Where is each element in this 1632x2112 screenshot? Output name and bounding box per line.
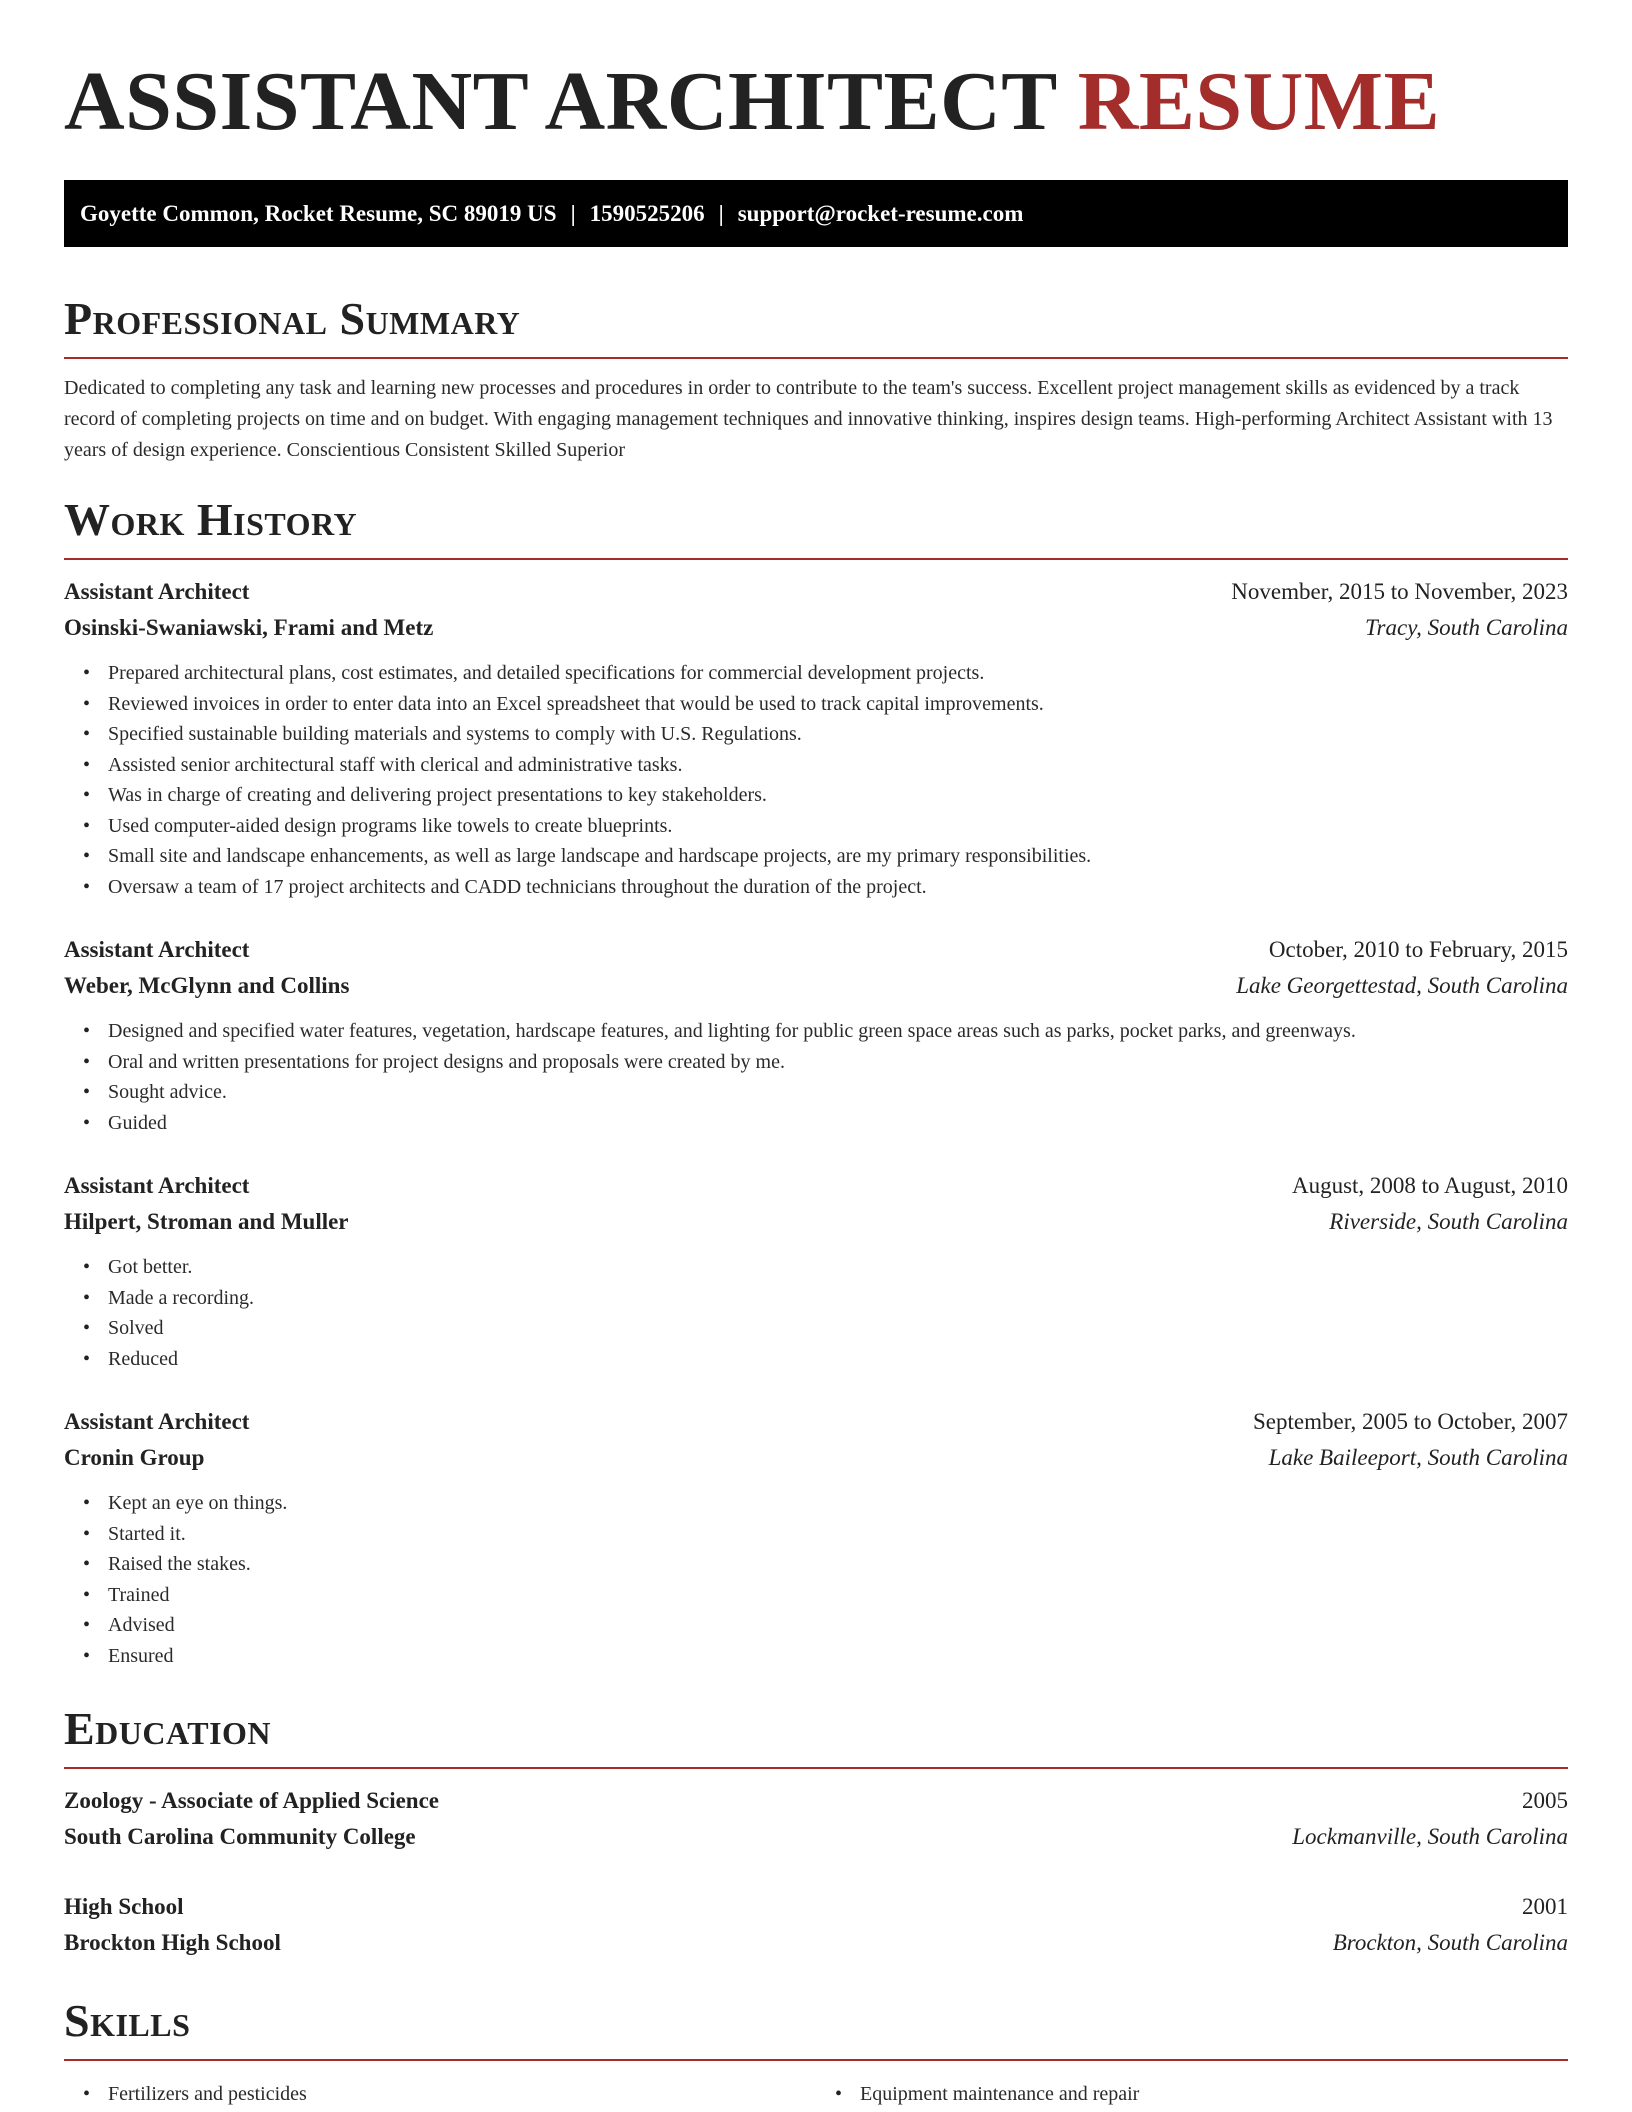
skills-grid xyxy=(64,2075,1568,2110)
job-bullets xyxy=(64,658,1568,902)
title-main: ASSISTANT ARCHITECT xyxy=(64,55,1057,148)
list-item: • Prepared architectural plans, cost estimates, and detailed specifications for commercial development projects. xyxy=(108,658,1568,689)
job-dates: September, 2005 to October, 2007 xyxy=(1253,1409,1568,1434)
contact-email: support@rocket-resume.com xyxy=(737,200,1024,226)
title-accent: RESUME xyxy=(1077,55,1441,148)
job-title: Assistant Architect xyxy=(64,937,250,962)
list-item: • Got better. xyxy=(108,1252,1568,1283)
section-divider xyxy=(64,357,1568,359)
list-item: • Oral and written presentations for project designs and proposals were created by me. xyxy=(108,1047,1568,1078)
skills-list-left xyxy=(64,2079,816,2110)
list-item: • Designed and specified water features, vegetation, hardscape features, and lighting for public green space areas such as parks, pocket parks, and greenways. xyxy=(108,1016,1568,1047)
job-bullets xyxy=(64,1016,1568,1138)
job-entry xyxy=(64,574,1568,902)
list-item: • Was in charge of creating and delivering project presentations to key stakeholders. xyxy=(108,780,1568,811)
list-item: • Oversaw a team of 17 project architects and CADD technicians throughout the duration of the project. xyxy=(108,872,1568,903)
section-divider xyxy=(64,1767,1568,1769)
job-bullets xyxy=(64,1488,1568,1671)
job-location: Lake Baileeport, South Carolina xyxy=(1268,1445,1568,1470)
contact-separator: | xyxy=(570,200,576,226)
contact-address: Goyette Common, Rocket Resume, SC 89019 US xyxy=(80,200,557,226)
school-name: South Carolina Community College xyxy=(64,1824,416,1849)
graduation-year: 2001 xyxy=(1522,1894,1568,1919)
list-item: • Used computer-aided design programs like towels to create blueprints. xyxy=(108,811,1568,842)
contact-separator: | xyxy=(718,200,724,226)
job-entry xyxy=(64,1404,1568,1671)
summary-section xyxy=(64,291,1568,466)
list-item: • Reduced xyxy=(108,1344,1568,1375)
list-item: • Kept an eye on things. xyxy=(108,1488,1568,1519)
education-section xyxy=(64,1701,1568,1961)
list-item: • Raised the stakes. xyxy=(108,1549,1568,1580)
list-item: • Small site and landscape enhancements, as well as large landscape and hardscape projects, are my primary responsibilities. xyxy=(108,841,1568,872)
summary-text: Dedicated to completing any task and learning new processes and procedures in order to contribute to the team's success. Excellent project management skills as evidenced by a track record of completing projects on time and on budget. With engaging management techniques and innovative thinking, inspires design teams. High-performing Architect Assistant with 13 years of design experience. Conscientious Consistent Skilled Superior xyxy=(64,377,1553,461)
education-entry xyxy=(64,1889,1568,1961)
list-item: • Ensured xyxy=(108,1641,1568,1672)
job-entry xyxy=(64,1168,1568,1374)
job-location: Tracy, South Carolina xyxy=(1365,615,1568,640)
job-company: Weber, McGlynn and Collins xyxy=(64,973,350,998)
job-company: Osinski-Swaniawski, Frami and Metz xyxy=(64,615,434,640)
job-dates: November, 2015 to November, 2023 xyxy=(1231,579,1568,604)
list-item: • Guided xyxy=(108,1108,1568,1139)
job-dates: August, 2008 to August, 2010 xyxy=(1291,1173,1568,1198)
section-heading: Work History xyxy=(64,494,358,545)
degree: High School xyxy=(64,1894,184,1919)
school-location: Lockmanville, South Carolina xyxy=(1292,1824,1568,1849)
skills-section xyxy=(64,1993,1568,2110)
list-item: • Specified sustainable building materials and systems to comply with U.S. Regulations. xyxy=(108,719,1568,750)
resume-title xyxy=(64,52,1568,152)
work-history-section xyxy=(64,492,1568,1671)
job-dates: October, 2010 to February, 2015 xyxy=(1268,937,1568,962)
contact-phone: 1590525206 xyxy=(589,200,705,226)
section-heading: Professional Summary xyxy=(64,293,521,344)
section-divider xyxy=(64,2059,1568,2061)
list-item: • Assisted senior architectural staff with clerical and administrative tasks. xyxy=(108,750,1568,781)
list-item: • Solved xyxy=(108,1313,1568,1344)
education-entry xyxy=(64,1783,1568,1855)
job-entry xyxy=(64,932,1568,1138)
list-item: • Sought advice. xyxy=(108,1077,1568,1108)
job-company: Cronin Group xyxy=(64,1445,205,1470)
skill-item: • Equipment maintenance and repair xyxy=(860,2079,1568,2110)
graduation-year: 2005 xyxy=(1522,1788,1568,1813)
degree: Zoology - Associate of Applied Science xyxy=(64,1788,440,1813)
skill-item: • Fertilizers and pesticides xyxy=(108,2079,816,2110)
list-item: • Started it. xyxy=(108,1519,1568,1550)
section-heading: Skills xyxy=(64,1995,191,2046)
job-location: Lake Georgettestad, South Carolina xyxy=(1236,973,1568,998)
contact-bar xyxy=(64,180,1568,247)
skills-list-right xyxy=(816,2079,1568,2110)
job-title: Assistant Architect xyxy=(64,1409,250,1434)
list-item: • Reviewed invoices in order to enter data into an Excel spreadsheet that would be used to track capital improvements. xyxy=(108,689,1568,720)
list-item: • Made a recording. xyxy=(108,1283,1568,1314)
job-bullets xyxy=(64,1252,1568,1374)
list-item: • Advised xyxy=(108,1610,1568,1641)
school-name: Brockton High School xyxy=(64,1930,281,1955)
section-divider xyxy=(64,558,1568,560)
list-item: • Trained xyxy=(108,1580,1568,1611)
job-company: Hilpert, Stroman and Muller xyxy=(64,1209,349,1234)
job-title: Assistant Architect xyxy=(64,1173,250,1198)
section-heading: Education xyxy=(64,1703,272,1754)
school-location: Brockton, South Carolina xyxy=(1332,1930,1568,1955)
job-title: Assistant Architect xyxy=(64,579,250,604)
job-location: Riverside, South Carolina xyxy=(1329,1209,1568,1234)
